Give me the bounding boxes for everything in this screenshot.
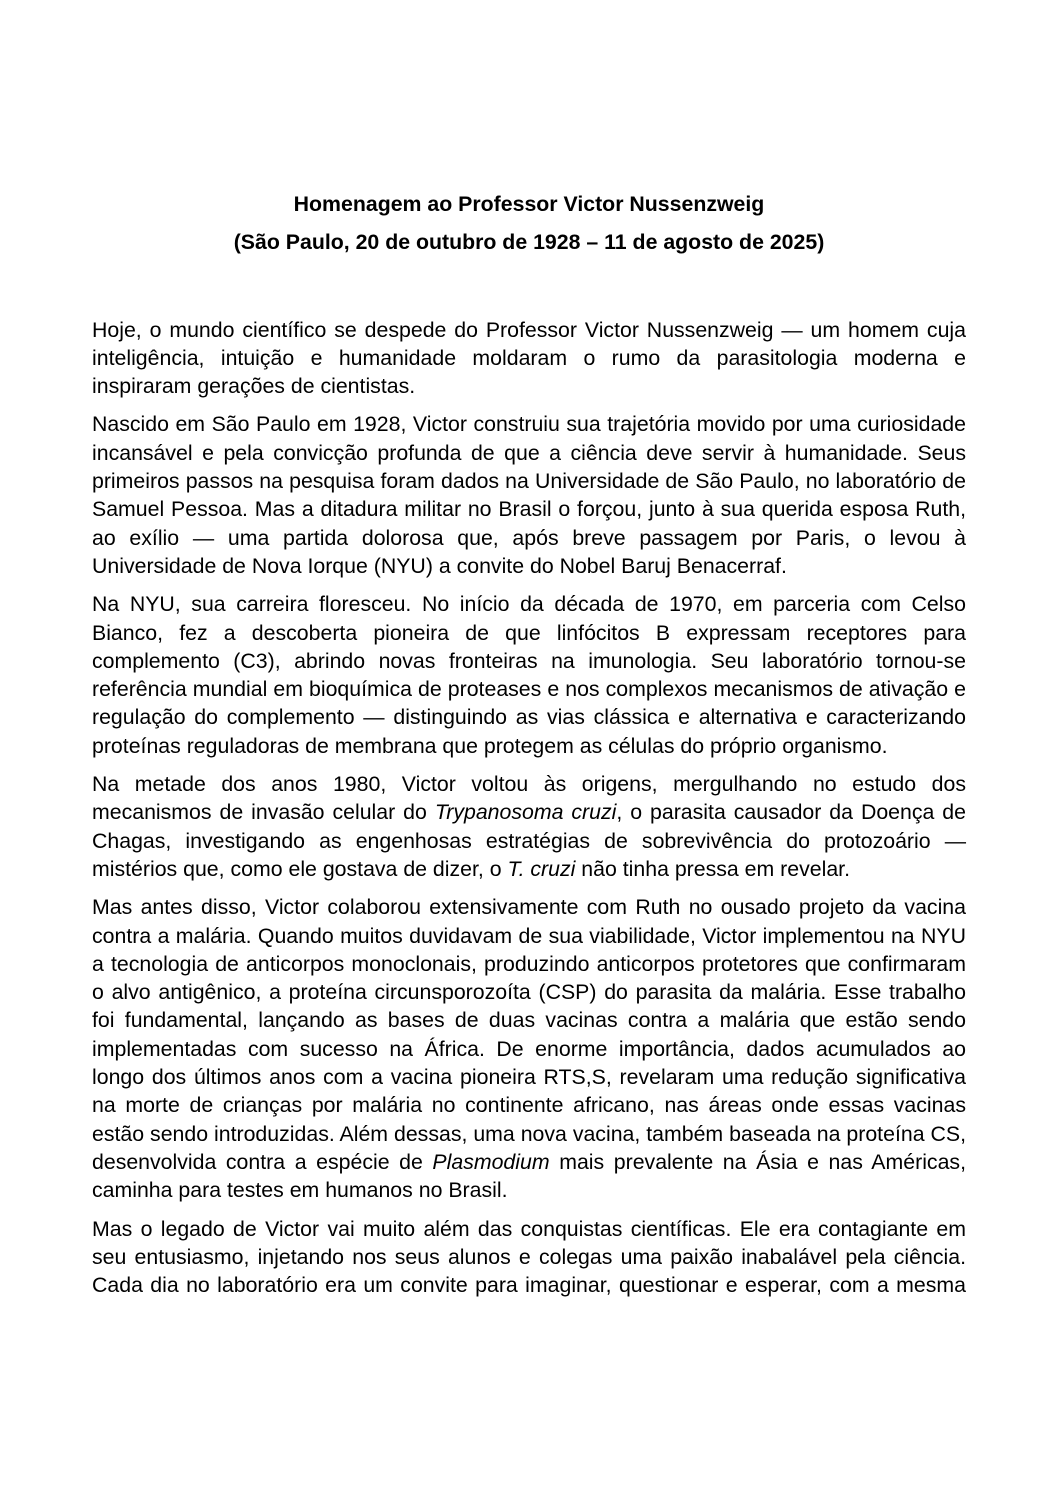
italic-text-run: T. cruzi	[507, 856, 576, 881]
text-run: Na NYU, sua carreira floresceu. No início da década de 1970, em parceria com Celso Bianco, fez a descoberta pioneira de que linfócitos B expressam receptores para complemento (C3), abrindo novas fronteiras na imunologia. Seu laboratório tornou-se referência mundial em bioquímica de proteases e nos complexos mecanismos de ativação e regulação do complemento — distinguindo as vias clássica e alternativa e caracterizando proteínas reguladoras de membrana que protegem as células do próprio organismo.	[92, 592, 966, 758]
paragraph	[92, 893, 966, 1204]
text-run: mais prevalente na Ásia e nas Américas, caminha para testes em humanos no Brasil.	[92, 1149, 966, 1203]
document-title: Homenagem ao Professor Victor Nussenzweig	[293, 192, 765, 216]
text-run: Na metade dos anos 1980, Victor voltou às origens, mergulhando no estudo dos mecanismos de invasão celular do	[92, 772, 966, 825]
text-run: Hoje, o mundo científico se despede do Professor Victor Nussenzweig — um homem cuja inteligência, intuição e humanidade moldaram o rumo da parasitologia moderna e inspiraram gerações de cientistas.	[92, 317, 966, 399]
paragraph	[92, 410, 966, 580]
document-body	[92, 316, 966, 1300]
paragraph	[92, 770, 966, 883]
italic-text-run: Trypanosoma cruzi	[434, 800, 617, 825]
text-run: , o parasita causador da Doença de Chagas, investigando as engenhosas estratégias de sobrevivência do protozoário — mistérios que, como ele gostava de dizer, o	[92, 800, 966, 881]
document-subtitle: (São Paulo, 20 de outubro de 1928 – 11 de agosto de 2025)	[233, 230, 825, 255]
text-run: Mas o legado de Victor vai muito além das conquistas científicas. Ele era contagiante em seu entusiasmo, injetando nos seus alunos e colegas uma paixão inabalável pela ciência. Cada dia no laboratório era um convite para imaginar, questionar e esperar, com a mesma	[92, 1216, 966, 1298]
text-run: Nascido em São Paulo em 1928, Victor construiu sua trajetória movido por uma curiosidade incansável e pela convicção profunda de que a ciência deve servir à humanidade. Seus primeiros passos na pesquisa foram dados na Universidade de São Paulo, no laboratório de Samuel Pessoa. Mas a ditadura militar no Brasil o forçou, junto à sua querida esposa Ruth, ao exílio — uma partida dolorosa que, após breve passagem por Paris, o levou à Universidade de Nova Iorque (NYU) a convite do Nobel Baruj Benacerraf.	[92, 412, 966, 578]
text-run: Mas antes disso, Victor colaborou extensivamente com Ruth no ousado projeto da vacina contra a malária. Quando muitos duvidavam de sua viabilidade, Victor implementou na NYU a tecnologia de anticorpos monoclonais, produzindo anticorpos protetores que confirmaram o alvo antigênico, a proteína circunsporozoíta (CSP) do parasita da malária. Esse trabalho foi fundamental, lançando as bases de duas vacinas contra a malária que estão sendo implementadas com sucesso na África. De enorme importância, dados acumulados ao longo dos últimos anos com a vacina pioneira RTS,S, revelaram uma redução significativa na morte de crianças por malária no continente africano, nas áreas onde essas vacinas estão sendo introduzidas. Além dessas, uma nova vacina, também baseada na proteína CS, desenvolvida contra a espécie de	[92, 895, 966, 1174]
text-run: não tinha pressa em revelar.	[575, 856, 851, 881]
paragraph	[92, 1215, 966, 1300]
paragraph	[92, 316, 966, 401]
italic-text-run: Plasmodium	[432, 1149, 550, 1174]
paragraph	[92, 590, 966, 760]
